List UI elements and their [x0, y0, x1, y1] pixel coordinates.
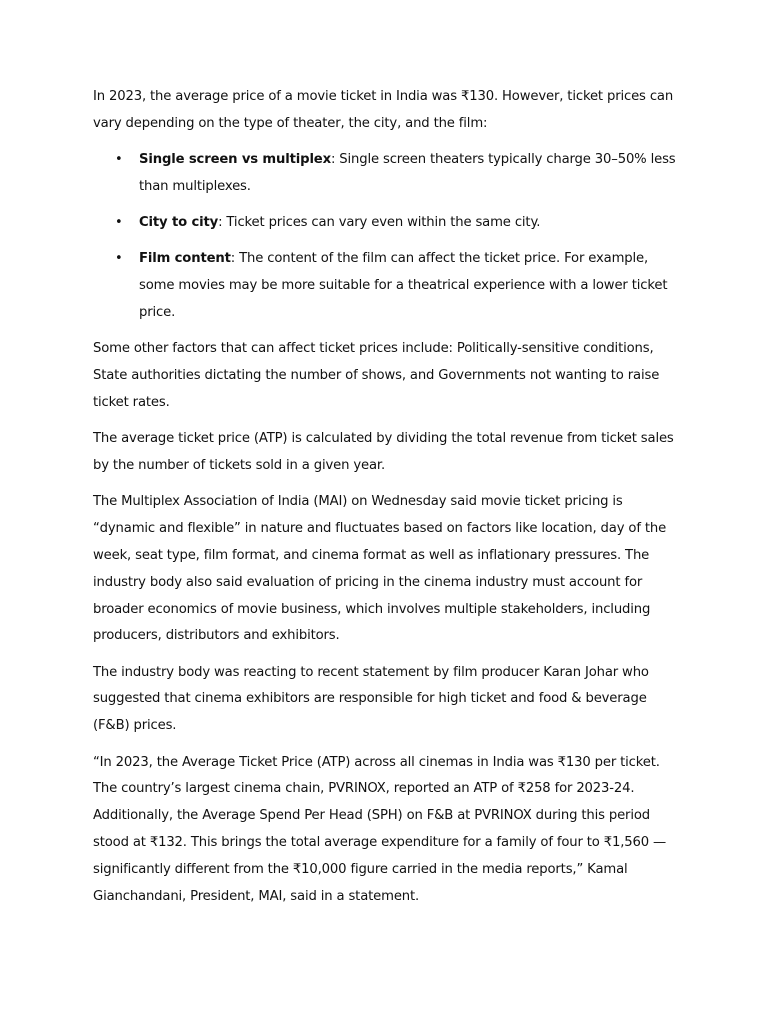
other-factors-paragraph: Some other factors that can affect ticket prices include: Politically-sensitive conditions, State authorities dictating the number of shows, and Governments not wanting to raise ticket rates.: [93, 341, 660, 410]
list-item: [93, 210, 683, 237]
factor-description: : Single screen theaters typically charge 30–50% less than multiplexes.: [139, 152, 676, 194]
document-body: [93, 84, 683, 920]
quote-paragraph: “In 2023, the Average Ticket Price (ATP) across all cinemas in India was ₹130 per ticket. The country’s largest cinema chain, PVRINOX, reported an ATP of ₹258 for 2023-24. Additionally, the Average Spend Per Head (SPH) on F&B at PVRINOX during this period stood at ₹132. This brings the total average expenditure for a family of four to ₹1,560 —significantly different from the ₹10,000 figure carried in the media reports,” Kamal Gianchandani, President, MAI, said in a statement.: [93, 754, 667, 904]
intro-paragraph: In 2023, the average price of a movie ticket in India was ₹130. However, ticket prices can vary depending on the type of theater, the city, and the film:: [93, 89, 674, 131]
factor-term: Film content: [139, 251, 231, 267]
atp-definition-paragraph: The average ticket price (ATP) is calculated by dividing the total revenue from ticket sales by the number of tickets sold in a given year.: [93, 431, 674, 474]
bullet-icon: •: [115, 215, 123, 231]
bullet-icon: •: [115, 251, 123, 267]
factor-description: : The content of the film can affect the ticket price. For example, some movies may be more suitable for a theatrical experience with a lower ticket price.: [139, 251, 668, 321]
list-item: [93, 147, 683, 201]
mai-statement-paragraph: The Multiplex Association of India (MAI) on Wednesday said movie ticket pricing is “dynamic and flexible” in nature and fluctuates based on factors like location, day of the week, seat type, film format, and cinema format as well as inflationary pressures. The industry body also said evaluation of pricing in the cinema industry must account for broader economics of movie business, which involves multiple stakeholders, including producers, distributors and exhibitors.: [93, 494, 667, 644]
bullet-icon: •: [115, 152, 123, 168]
factor-term: City to city: [139, 215, 219, 231]
factor-term: Single screen vs multiplex: [139, 152, 331, 168]
list-item: [93, 246, 683, 326]
factor-description: : Ticket prices can vary even within the same city.: [218, 215, 541, 231]
reaction-paragraph: The industry body was reacting to recent statement by film producer Karan Johar who suggested that cinema exhibitors are responsible for high ticket and food & beverage (F&B) prices.: [93, 664, 649, 734]
ticket-price-factors-list: [93, 147, 683, 327]
